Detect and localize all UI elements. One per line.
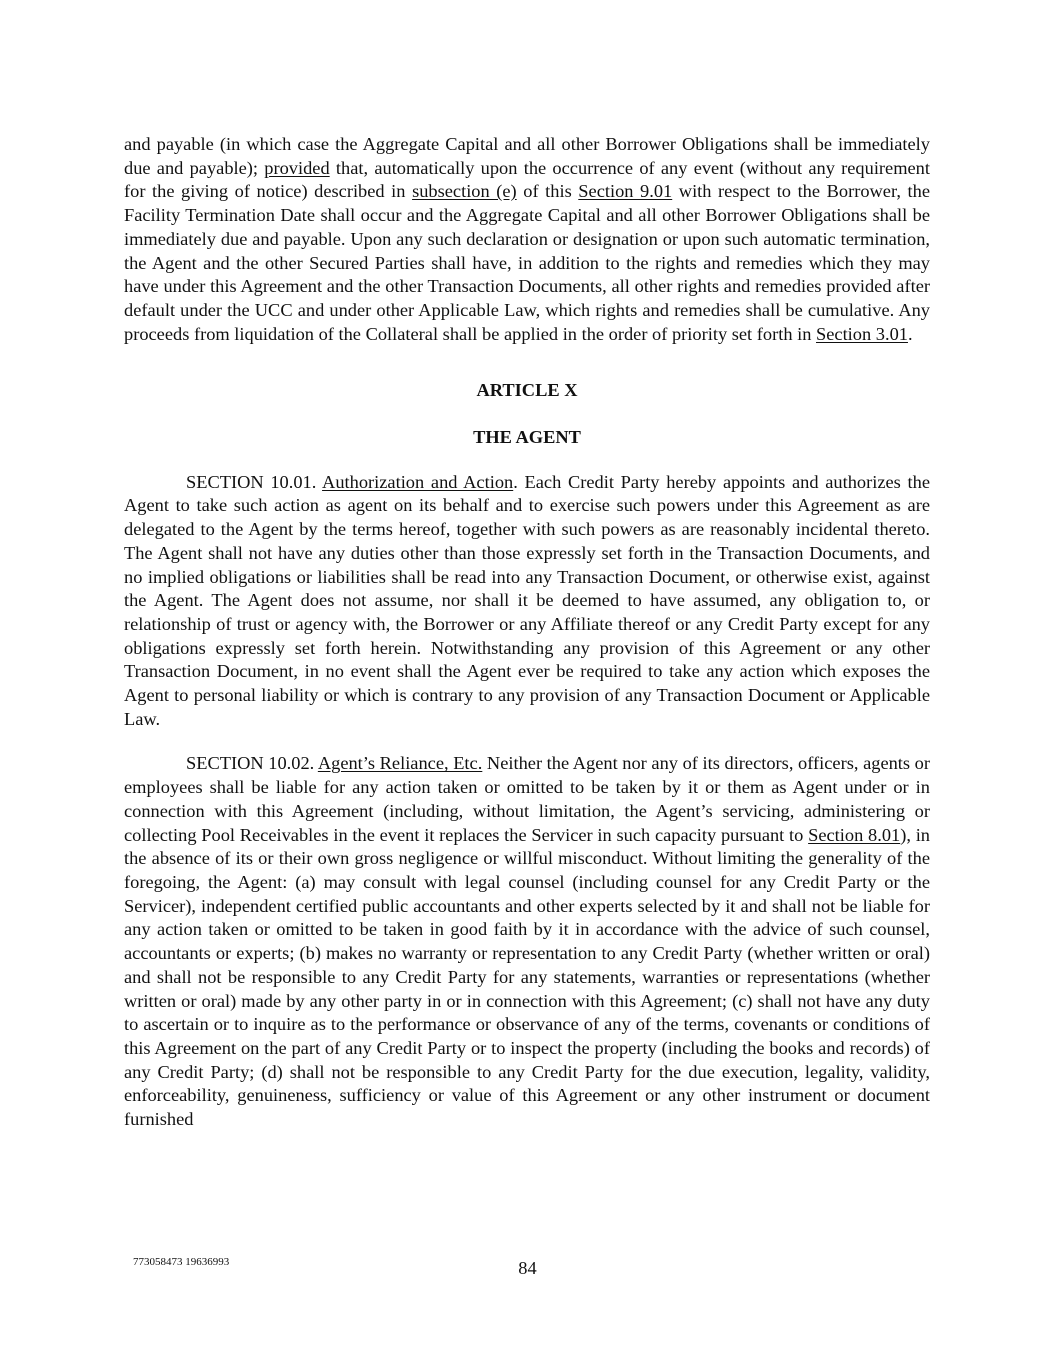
section-caption: Authorization and Action	[322, 471, 514, 492]
text-run: of this	[516, 181, 579, 202]
article-number-heading: ARTICLE X	[476, 380, 578, 401]
page-number: 84	[518, 1258, 537, 1278]
defined-term-provided: provided	[264, 157, 330, 178]
text-run: that, automatically upon the occurrence of any event (without any requirement for the giving of notice) described in	[124, 157, 930, 202]
cross-reference-section-3-01: Section 3.01	[816, 323, 908, 344]
document-page	[124, 133, 930, 1132]
text-run: and payable (in which case the Aggregate Capital and all other Borrower Obligations shall be immediately due and payable);	[124, 134, 930, 178]
cross-reference-section-9-01: Section 9.01	[578, 181, 673, 202]
section-body: . Each Credit Party hereby appoints and authorizes the Agent to take such action as agent on its behalf and to exercise such powers under this Agreement as are delegated to the Agent by the terms hereof, together with such powers as are reasonably incidental thereto. The Agent shall not have any duties other than those expressly set forth in the Transaction Documents, and no implied obligations or liabilities shall be read into any Transaction Document, or otherwise exist, against the Agent. The Agent does not assume, nor shall it be deemed to have assumed, any obligation to, or relationship of trust or agency with, the Borrower or any Affiliate thereof or any Credit Party except for any obligations expressly set forth herein. Notwithstanding any provision of this Agreement or any other Transaction Document, in no event shall the Agent ever be required to take any action which exposes the Agent to personal liability or which is contrary to any provision of any Transaction Document or Applicable Law.	[124, 471, 931, 729]
text-run: .	[907, 323, 913, 344]
article-title-heading: THE AGENT	[473, 427, 581, 448]
section-10-01-paragraph	[124, 471, 930, 732]
section-number: SECTION 10.02.	[186, 753, 318, 774]
cross-reference-subsection-e: subsection (e)	[412, 181, 517, 202]
section-caption: Agent’s Reliance, Etc.	[317, 753, 483, 774]
section-10-02-paragraph	[124, 752, 930, 1131]
text-run: ), in the absence of its or their own gross negligence or willful misconduct. Without limiting the generality of the foregoing, the Agent: (a) may consult with legal counsel (including counsel for any Credit Party or the Servicer), independent certified public accountants and other experts selected by it and shall not be liable for any action taken or omitted to be taken in good faith by it in accordance with the advice of such counsel, accountants or experts; (b) makes no warranty or representation to any Credit Party (whether written or oral) and shall not be responsible to any Credit Party for any statements, warranties or representations (whether written or oral) made by any other party in or in connection with this Agreement; (c) shall not have any duty to ascertain or to inquire as to the performance or observance of any of the terms, covenants or conditions of this Agreement on the part of any Credit Party or to inspect the property (including the books and records) of any Credit Party; (d) shall not be responsible to any Credit Party for the due execution, legality, validity, enforceability, genuineness, sufficiency or value of this Agreement or any other instrument or document furnished	[124, 824, 930, 1130]
cross-reference-section-8-01: Section 8.01	[808, 824, 901, 845]
paragraph-continuation	[124, 133, 930, 346]
document-id-footer: 773058473 19636993	[133, 1256, 230, 1268]
text-run: with respect to the Borrower, the Facility Termination Date shall occur and the Aggregate Capital and all other Borrower Obligations shall be immediately due and payable. Upon any such declaration or designation or upon such automatic termination, the Agent and the other Secured Parties shall have, in addition to the rights and remedies which they may have under this Agreement and the other Transaction Documents, all other rights and remedies provided after default under the UCC and under other Applicable Law, which rights and remedies shall be cumulative. Any proceeds from liquidation of the Collateral shall be applied in the order of priority set forth in	[124, 181, 930, 344]
section-number: SECTION 10.01.	[186, 471, 323, 492]
text-run: Neither the Agent nor any of its directors, officers, agents or employees shall be liable for any action taken or omitted to be taken by it or them as Agent under or in connection with this Agreement (including, without limitation, the Agent’s servicing, administering or collecting Pool Receivables in the event it replaces the Servicer in such capacity pursuant to	[124, 753, 930, 845]
